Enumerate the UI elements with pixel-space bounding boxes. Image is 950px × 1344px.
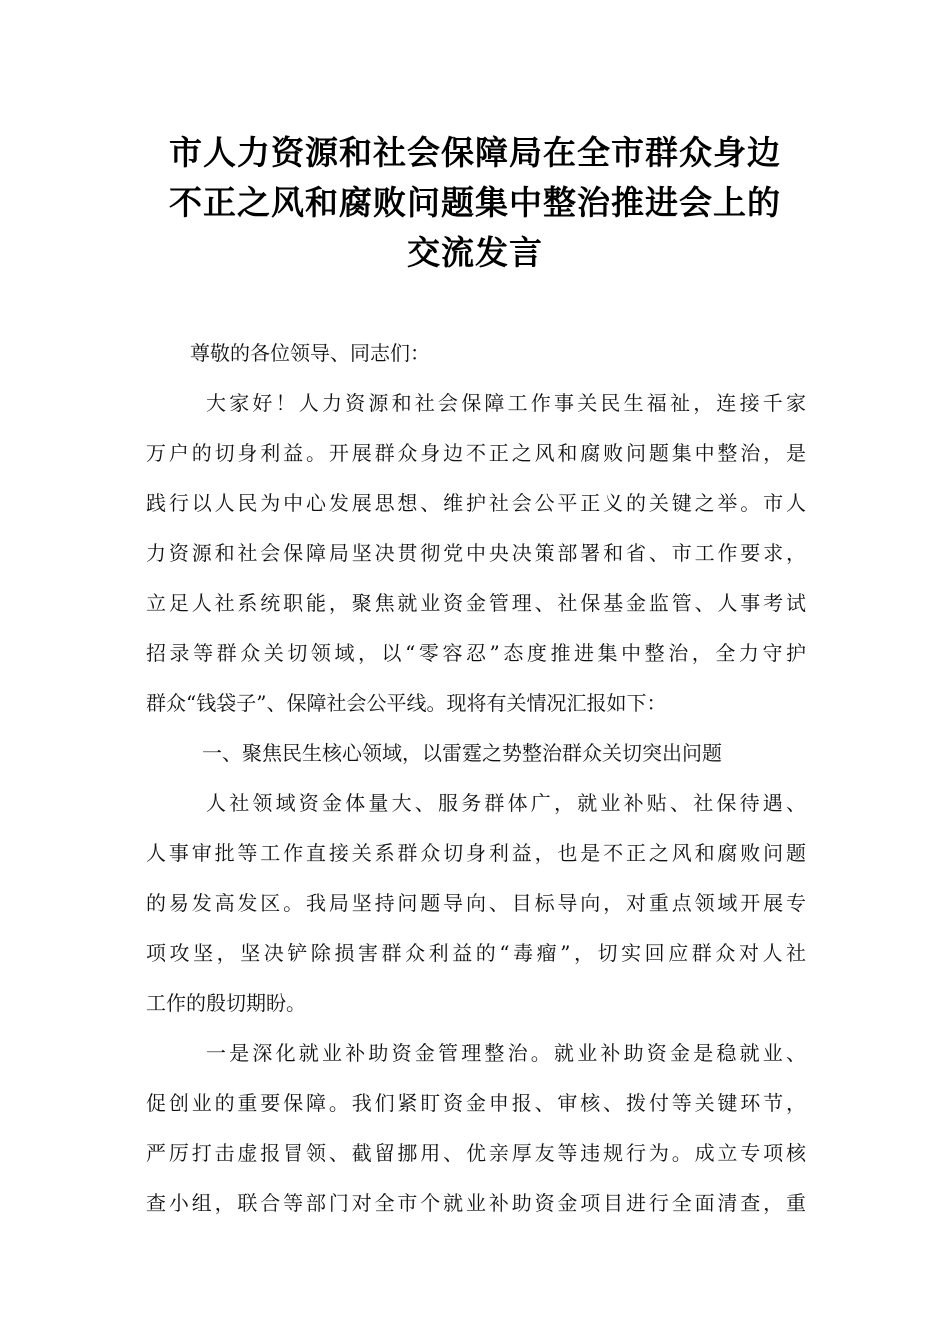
- paragraph-line: 力资源和社会保障局坚决贯彻党中央决策部署和省、市工作要求，: [146, 541, 806, 565]
- paragraph-line: 招录等群众关切领域，以“零容忍”态度推进集中整治，全力守护: [146, 641, 806, 665]
- paragraph-line: 人事审批等工作直接关系群众切身利益，也是不正之风和腐败问题: [146, 841, 806, 865]
- point-one-paragraph: [146, 1028, 806, 1228]
- paragraph-line: 人社领域资金体量大、服务群体广，就业补贴、社保待遇、: [206, 791, 806, 815]
- paragraph-line: 严厉打击虚报冒领、截留挪用、优亲厚友等违规行为。成立专项核: [146, 1141, 806, 1165]
- paragraph-line: 促创业的重要保障。我们紧盯资金申报、审核、拨付等关键环节，: [146, 1091, 806, 1115]
- intro-paragraph: [146, 378, 806, 728]
- document-title: [120, 128, 830, 278]
- title-line-2: 不正之风和腐败问题集中整治推进会上的: [169, 183, 781, 222]
- paragraph-line: 一是深化就业补助资金管理整治。就业补助资金是稳就业、: [206, 1041, 806, 1065]
- salutation: 尊敬的各位领导、同志们：: [190, 341, 430, 365]
- paragraph-line: 工作的殷切期盼。: [146, 991, 306, 1015]
- paragraph-line: 查小组，联合等部门对全市个就业补助资金项目进行全面清查，重: [146, 1191, 806, 1215]
- paragraph-line: 群众“钱袋子”、保障社会公平线。现将有关情况汇报如下：: [146, 691, 667, 715]
- paragraph-line: 万户的切身利益。开展群众身边不正之风和腐败问题集中整治，是: [146, 441, 806, 465]
- paragraph-line: 践行以人民为中心发展思想、维护社会公平正义的关键之举。市人: [146, 491, 806, 515]
- document-body: [146, 328, 806, 1228]
- section-heading: 一、聚焦民生核心领域，以雷霆之势整治群众关切突出问题: [202, 741, 722, 765]
- title-line-1: 市人力资源和社会保障局在全市群众身边: [169, 133, 781, 172]
- paragraph-line: 立足人社系统职能，聚焦就业资金管理、社保基金监管、人事考试: [146, 591, 806, 615]
- paragraph-line: 项攻坚，坚决铲除损害群众利益的“毒瘤”，切实回应群众对人社: [146, 941, 806, 965]
- title-line-3: 交流发言: [407, 233, 543, 272]
- paragraph-line: 的易发高发区。我局坚持问题导向、目标导向，对重点领域开展专: [146, 891, 806, 915]
- section-paragraph: [146, 778, 806, 1028]
- paragraph-line: 大家好！人力资源和社会保障工作事关民生福祉，连接千家: [206, 391, 806, 415]
